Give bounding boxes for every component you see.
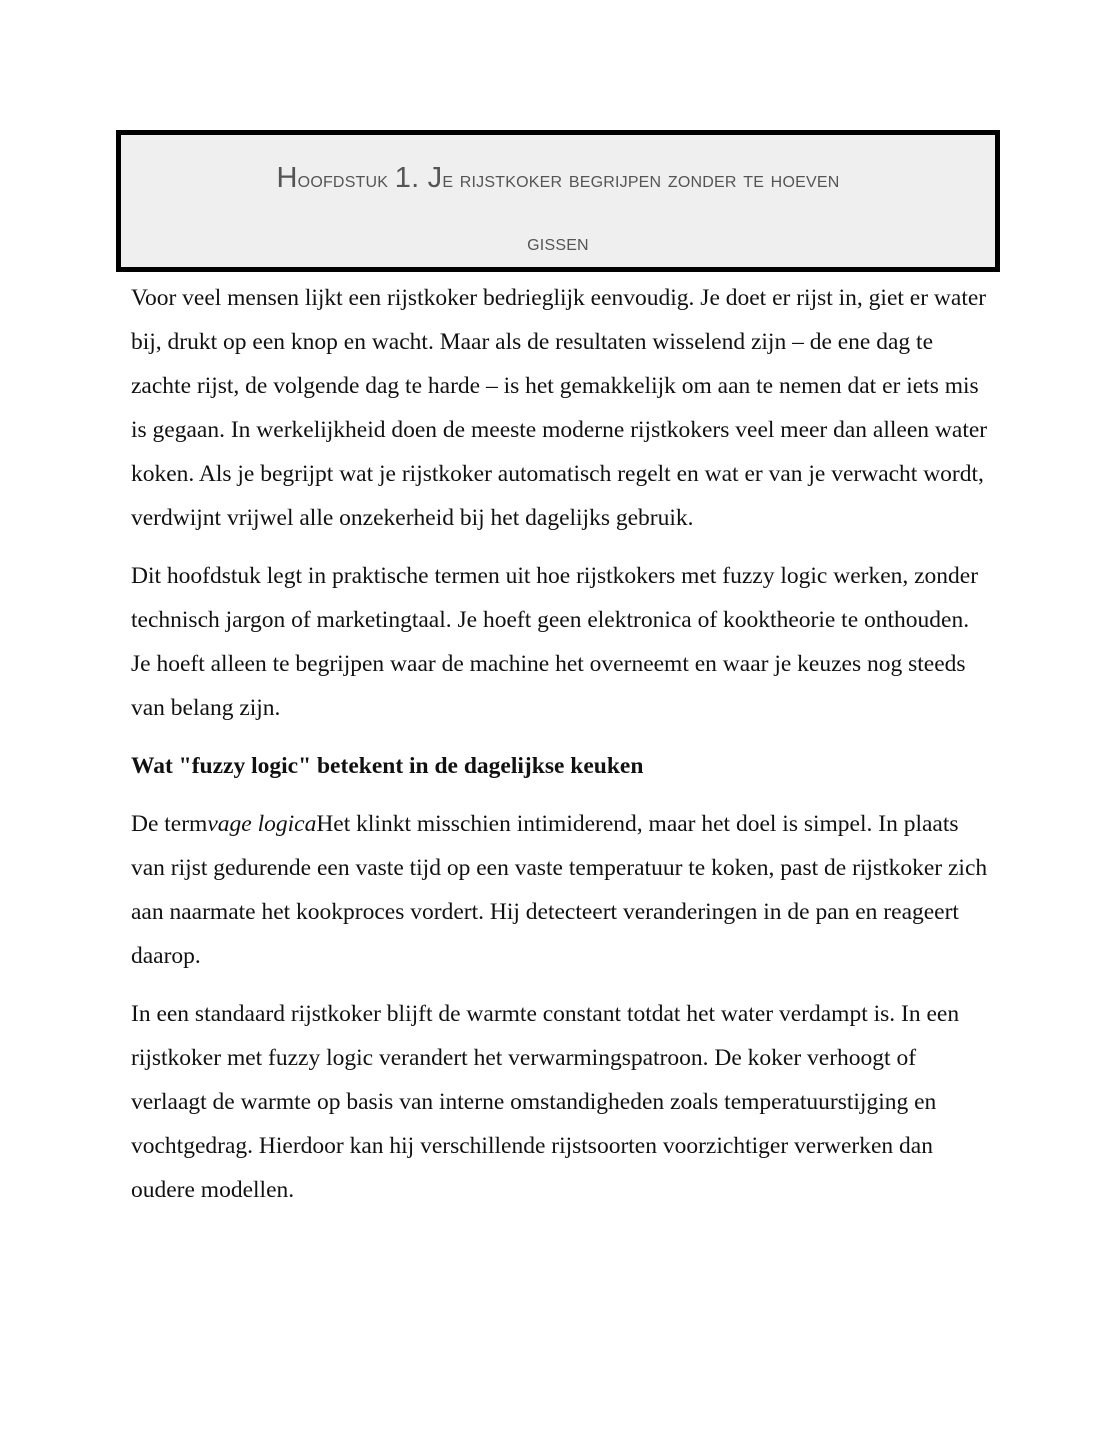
- chapter-body: [131, 276, 991, 1226]
- paragraph-term-rest: Het klinkt misschien intimiderend, maar het doel is simpel. In plaats van rijst gedurende een vaste tijd op een vaste temperatuur te koken, past de rijstkoker zich aan naarmate het kookproces vordert. Hij detecteert veranderingen in de pan en reageert daarop.: [131, 811, 988, 969]
- chapter-number: 1.: [394, 162, 428, 194]
- chapter-title: [121, 135, 995, 274]
- chapter-title-word-hoofdstuk: oofdstuk: [297, 166, 395, 192]
- paragraph-chapter-scope: Dit hoofdstuk legt in praktische termen uit hoe rijstkokers met fuzzy logic werken, zonder technisch jargon of marketingtaal. Je hoeft geen elektronica of kooktheorie te onthouden. Je hoeft alleen te begrijpen waar de machine het overneemt en waar je keuzes nog steeds van belang zijn.: [131, 563, 979, 721]
- chapter-title-initial-h: H: [276, 162, 298, 194]
- paragraph-heating-comparison: In een standaard rijstkoker blijft de warmte constant totdat het water verdampt is. In een rijstkoker met fuzzy logic verandert het verwarmingspatroon. De koker verhoogt of verlaagt de warmte op basis van interne omstandigheden zoals temperatuurstijging en vochtgedrag. Hierdoor kan hij verschillende rijstsoorten voorzichtiger verwerken dan oudere modellen.: [131, 1001, 960, 1203]
- italic-term: vage logica: [207, 811, 317, 837]
- paragraph-term-definition: [131, 802, 991, 978]
- chapter-title-initial-j: J: [427, 162, 443, 194]
- section-heading-fuzzy-logic: Wat "fuzzy logic" betekent in de dagelijkse keuken: [131, 753, 644, 779]
- paragraph-intro: Voor veel mensen lijkt een rijstkoker bedrieglijk eenvoudig. Je doet er rijst in, giet er water bij, drukt op een knop en wacht. Maar als de resultaten wisselend zijn – de ene dag te zachte rijst, de volgende dag te harde – is het gemakkelijk om aan te nemen dat er iets mis is gegaan. In werkelijkheid doen de meeste moderne rijstkokers veel meer dan alleen water koken. Als je begrijpt wat je rijstkoker automatisch regelt en wat er van je verwacht wordt, verdwijnt vrijwel alle onzekerheid bij het dagelijks gebruik.: [131, 285, 988, 531]
- chapter-title-line1-rest: e rijstkoker begrijpen zonder te hoeven: [442, 166, 840, 192]
- chapter-title-line2: gissen: [527, 229, 589, 255]
- paragraph-term-start: De term: [131, 811, 208, 837]
- chapter-title-box: [116, 130, 1000, 272]
